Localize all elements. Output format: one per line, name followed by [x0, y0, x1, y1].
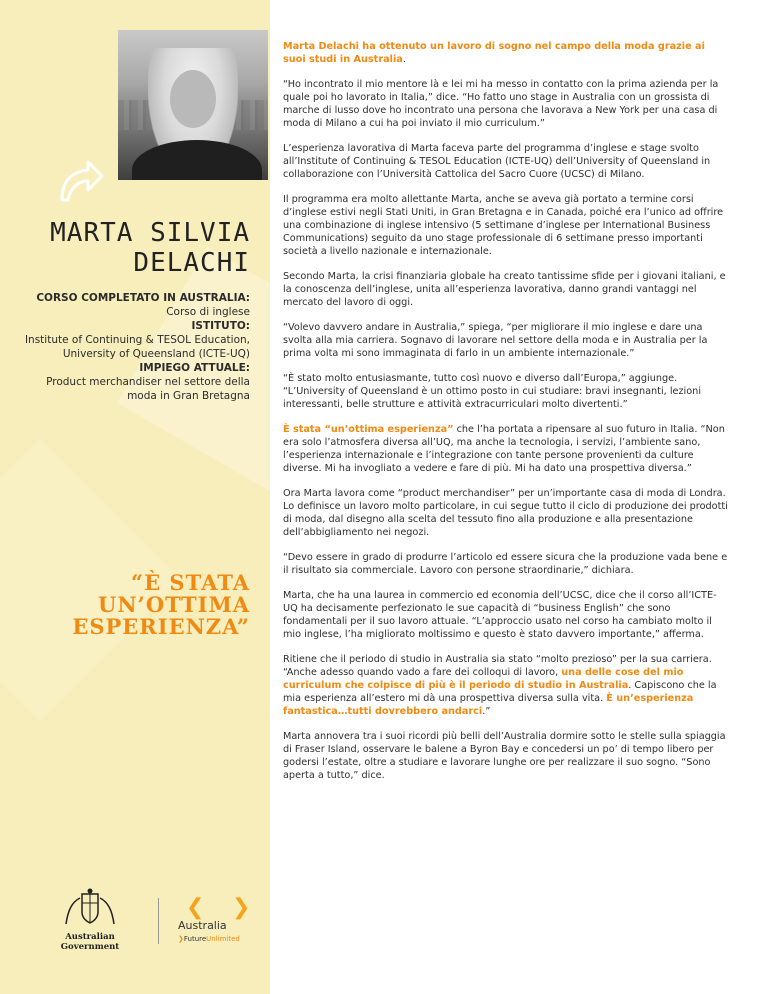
article-body [283, 40, 729, 794]
pull-quote: “È STATA UN’OTTIMA ESPERIENZA” [72, 570, 250, 639]
job-value: Product merchandiser nel settore della moda in Gran Bretagna [46, 376, 250, 402]
article-paragraph: Il programma era molto allettante Marta, anche se aveva già portato a termine corsi d’inglese estivi negli Stati Uniti, in Gran Bretagna e in Canada, poiché era l’unico ad offrire una combinazione di inglese intensivo (5 settimane d’inglese per International Business Communications) seguito da uno stage professionale di 6 settimane presso importanti società a livello nazionale e internazionale. [283, 194, 724, 257]
article-lead: Marta Delachi ha ottenuto un lavoro di sogno nel campo della moda grazie ai suoi studi in Australia. [283, 41, 705, 65]
curved-arrow-icon [52, 150, 108, 206]
highlight-text: una delle cose del mio curriculum che colpisce di più è il periodo di studio in Australia [283, 667, 684, 691]
article-paragraph: “È stato molto entusiasmante, tutto così nuovo e diverso dall’Europa,” aggiunge. “L’University of Queensland è un ottimo posto in cui studiare: bravi insegnanti, lezioni interessanti, belle strutture e attività extracurriculari molto divertenti.” [283, 373, 702, 410]
article-paragraph: Secondo Marta, la crisi finanziaria globale ha creato tantissime sfide per i giovani italiani, e la conoscenza dell’inglese, unita all’esperienza lavorativa, danno grandi vantaggi nel mercato del lavoro di oggi. [283, 271, 726, 308]
article-paragraph: Ritiene che il periodo di studio in Australia sia stato “molto prezioso” per la sua carriera. “Anche adesso quando vado a fare dei colloqui di lavoro, una delle cose del mio curriculum che colpisce di più è il periodo di studio in Australia. Capiscono che la mia esperienza all’estero mi dà una prospettiva diversa sulla vita. È un’esperienza fantastica…tutti dovrebbero andarci.” [283, 654, 717, 717]
article-paragraph: Marta annovera tra i suoi ricordi più belli dell’Australia dormire sotto le stelle sulla spiaggia di Fraser Island, osservare le balene a Byron Bay e concedersi un po’ di tempo libero per godersi l’estate, oltre a studiare e lavorare lunghe ore per realizzare il suo sogno. “Sono aperta a tutto,” dice. [283, 731, 726, 781]
article-paragraph: “Devo essere in grado di produrre l’articolo ed essere sicura che la produzione vada bene e il risultato sia commerciale. Lavoro con persone straordinarie,” dichiara. [283, 552, 728, 576]
highlight-text: È stata “un’ottima esperienza” [283, 424, 454, 435]
student-name: MARTA SILVIA DELACHI [50, 218, 250, 278]
article-paragraph: “Volevo davvero andare in Australia,” spiega, “per migliorare il mio inglese e dare una svolta alla mia carriera. Sognavo di lavorare nel settore della moda e in Australia per la prima volta mi sono immaginata di farlo in un ambiente internazionale.” [283, 322, 708, 359]
profile-photo [118, 30, 268, 180]
chevron-left-icon: ❮ [186, 895, 205, 920]
profile-sidebar: MARTA SILVIA DELACHI CORSO COMPLETATO IN AUSTRALIA: Corso di inglese ISTITUTO: Institute of Continuing & TESOL Education, University of Queensland (ICTE-UQ) IMPIEGO ATTUALE: Product merchandiser nel settore della moda in Gran Bretagna “È STATA UN’OTTIMA ESPERIENZA” Australian Government ❮ ❯ Australia ❯FutureUnlimited [0, 0, 270, 994]
course-info [20, 291, 250, 403]
brand-tagline: ❯FutureUnlimited [178, 935, 240, 943]
logo-divider [158, 898, 159, 944]
institute-label: ISTITUTO: [191, 320, 250, 332]
article-paragraph: Ora Marta lavora come “product merchandiser” per un’importante casa di moda di Londra. Lo definisce un lavoro molto particolare, in cui segue tutto il ciclo di produzione dei prodotti di moda, dal disegno alla scelta del tessuto fino alla produzione e alla presentazione dell’abbigliamento nei negozi. [283, 488, 728, 538]
article-paragraph: È stata “un’ottima esperienza” che l’ha portata a ripensare al suo futuro in Italia. “Non era solo l’atmosfera diversa all’UQ, ma anche la tecnologia, i servizi, l’ambiente sano, l’esperienza internazionale e l’integrazione con tante persone provenienti da culture diverse. Mi ha invogliato a vedere e fare di più. Mi ha dato una prospettiva diversa.” [283, 424, 725, 474]
article-paragraph: “Ho incontrato il mio mentore là e lei mi ha messo in contatto con la prima azienda per la quale poi ho lavorato in Italia,” dice. “Ho fatto uno stage in Australia con un grossista di marche di lusso dove ho incontrato una persona che lavorava a New York per una casa di moda di Milano a cui ha poi inviato il mio curriculum.” [283, 79, 719, 129]
institute-value: Institute of Continuing & TESOL Education, University of Queensland (ICTE-UQ) [24, 334, 250, 360]
article-paragraph: L’esperienza lavorativa di Marta faceva parte del programma d’inglese e stage svolto all’Institute of Continuing & TESOL Education (ICTE-UQ) dell’University of Queensland in collaborazione con l’Università Cattolica del Sacro Cuore (UCSC) di Milano. [283, 143, 711, 180]
government-logo: Australian Government [40, 888, 140, 952]
coat-of-arms-icon [60, 888, 120, 928]
article-paragraph: Marta, che ha una laurea in commercio ed economia dell’UCSC, dice che il corso all’ICTE-UQ ha decisamente perfezionato le sue capacità di “business English” che sono fondamentali per il suo lavoro attuale. “L’approccio usato nel corso ha cambiato molto il mio inglese, l’ha migliorato moltissimo e questo è stato davvero importante,” afferma. [283, 590, 717, 640]
chevron-right-icon: ❯ [232, 895, 251, 920]
job-label: IMPIEGO ATTUALE: [139, 362, 250, 374]
course-value: Corso di inglese [166, 306, 250, 318]
highlight-text: È un’esperienza fantastica…tutti dovrebbero andarci [283, 693, 694, 717]
course-label: CORSO COMPLETATO IN AUSTRALIA: [36, 292, 250, 304]
